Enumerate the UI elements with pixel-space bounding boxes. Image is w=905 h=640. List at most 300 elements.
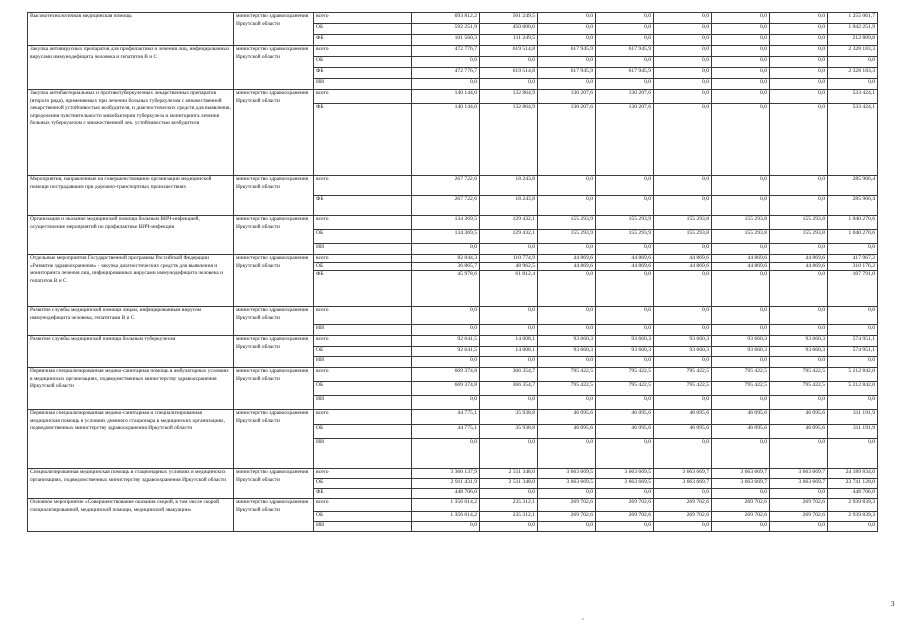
year-value-cell: 0,0 <box>538 307 596 325</box>
year-value-cell: 795 422,5 <box>538 368 596 382</box>
year-value-cell: 92 641,5 <box>412 347 480 357</box>
funding-source: ОБ <box>314 230 412 244</box>
total-cell: 0,0 <box>828 325 878 336</box>
year-value-cell: 0,0 <box>412 396 480 410</box>
year-value-cell: 795 422,5 <box>596 382 654 396</box>
year-value-cell: 44 869,6 <box>654 263 712 271</box>
year-value-cell: 46 095,6 <box>654 410 712 425</box>
program-name: Мероприятия, направленные на совершенствование организации медицинской помощи пострадавшим при дорожно-транспортных происшествиях <box>28 176 234 216</box>
year-value-cell: 0,0 <box>770 90 828 104</box>
year-value-cell: 0,0 <box>480 244 538 255</box>
funding-source: ОБ <box>314 347 412 357</box>
year-value-cell: 0,0 <box>712 176 770 196</box>
year-value-cell: 0,0 <box>654 244 712 255</box>
year-value-cell: 2 511 348,0 <box>480 479 538 489</box>
year-value-cell: 0,0 <box>538 439 596 469</box>
total-cell: 24 189 834,0 <box>828 469 878 479</box>
year-value-cell: 267 722,6 <box>412 196 480 216</box>
funding-source: ОБ <box>314 24 412 35</box>
total-cell: 533 424,1 <box>828 90 878 104</box>
year-value-cell: 155 293,9 <box>538 216 596 230</box>
year-value-cell: 592 251,9 <box>412 24 480 35</box>
table-body <box>28 13 878 532</box>
scan-speck <box>582 618 584 620</box>
year-value-cell: 3 663 669,7 <box>712 479 770 489</box>
year-value-cell: 0,0 <box>712 57 770 68</box>
year-value-cell: 0,0 <box>654 90 712 104</box>
year-value-cell: 269 702,6 <box>654 512 712 522</box>
year-value-cell: 450 000,0 <box>480 24 538 35</box>
program-name: Развитие службы медицинской помощи лицам, инфицированным вирусом иммунодефицита человека, гепатитами В и С <box>28 307 234 336</box>
table-row <box>28 336 878 347</box>
year-value-cell: 44 775,1 <box>412 425 480 439</box>
year-value-cell: 472 776,7 <box>412 46 480 57</box>
year-value-cell: 0,0 <box>654 24 712 35</box>
year-value-cell: 134 369,5 <box>412 216 480 230</box>
year-value-cell: 0,0 <box>770 522 828 532</box>
funding-source: ИИ <box>314 396 412 410</box>
program-executor: министерство здравоохранения Иркутской области <box>234 176 314 216</box>
year-value-cell: 795 422,5 <box>712 368 770 382</box>
year-value-cell: 0,0 <box>770 439 828 469</box>
year-value-cell: 0,0 <box>538 13 596 24</box>
year-value-cell: 795 422,5 <box>770 368 828 382</box>
year-value-cell: 0,0 <box>480 396 538 410</box>
year-value-cell: 1 356 014,2 <box>412 512 480 522</box>
year-value-cell: 0,0 <box>712 396 770 410</box>
total-cell: 533 424,1 <box>828 104 878 176</box>
year-value-cell: 0,0 <box>538 35 596 46</box>
year-value-cell: 269 702,6 <box>538 512 596 522</box>
year-value-cell: 0,0 <box>654 46 712 57</box>
year-value-cell: 0,0 <box>712 307 770 325</box>
year-value-cell: 0,0 <box>654 57 712 68</box>
year-value-cell: 0,0 <box>596 396 654 410</box>
total-cell: 0,0 <box>828 307 878 325</box>
year-value-cell: 93 660,3 <box>654 347 712 357</box>
year-value-cell: 0,0 <box>712 68 770 79</box>
year-value-cell: 0,0 <box>654 357 712 368</box>
year-value-cell: 44 869,6 <box>654 255 712 263</box>
year-value-cell: 366 354,7 <box>480 382 538 396</box>
year-value-cell: 129 432,1 <box>480 230 538 244</box>
program-executor: министерство здравоохранения Иркутской области <box>234 499 314 532</box>
year-value-cell: 0,0 <box>596 439 654 469</box>
funding-source: ОБ <box>314 263 412 271</box>
year-value-cell: 1 356 014,2 <box>412 499 480 512</box>
year-value-cell: 0,0 <box>654 307 712 325</box>
year-value-cell: 366 354,7 <box>480 368 538 382</box>
program-name: Специализированная медицинская помощь в стационарных условиях в медицинских организациях, подведомственных министерству здравоохранения Иркутской области <box>28 469 234 499</box>
year-value-cell: 0,0 <box>596 325 654 336</box>
year-value-cell: 0,0 <box>480 57 538 68</box>
year-value-cell: 693 812,2 <box>412 13 480 24</box>
year-value-cell: 0,0 <box>712 325 770 336</box>
year-value-cell: 0,0 <box>596 13 654 24</box>
year-value-cell: 0,0 <box>480 79 538 90</box>
year-value-cell: 0,0 <box>538 271 596 307</box>
table-row <box>28 13 878 24</box>
year-value-cell: 46 095,6 <box>712 425 770 439</box>
total-cell: 2 939 839,3 <box>828 499 878 512</box>
year-value-cell: 140 144,0 <box>412 104 480 176</box>
year-value-cell: 0,0 <box>712 104 770 176</box>
year-value-cell: 132 864,9 <box>480 90 538 104</box>
year-value-cell: 269 702,6 <box>712 499 770 512</box>
year-value-cell: 0,0 <box>412 244 480 255</box>
year-value-cell: 0,0 <box>770 489 828 499</box>
year-value-cell: 619 514,8 <box>480 46 538 57</box>
year-value-cell: 155 293,8 <box>712 216 770 230</box>
year-value-cell: 0,0 <box>412 522 480 532</box>
year-value-cell: 93 660,3 <box>712 336 770 347</box>
year-value-cell: 46 095,6 <box>538 425 596 439</box>
program-executor: министерство здравоохранения Иркутской области <box>234 90 314 176</box>
year-value-cell: 44 775,1 <box>412 410 480 425</box>
year-value-cell: 0,0 <box>654 68 712 79</box>
year-value-cell: 44 869,6 <box>712 263 770 271</box>
funding-source: ФБ <box>314 196 412 216</box>
year-value-cell: 0,0 <box>712 489 770 499</box>
year-value-cell: 46 095,6 <box>712 410 770 425</box>
total-cell: 285 966,4 <box>828 196 878 216</box>
year-value-cell: 0,0 <box>654 439 712 469</box>
year-value-cell: 93 660,3 <box>538 347 596 357</box>
funding-source: ОБ <box>314 382 412 396</box>
year-value-cell: 472 776,7 <box>412 68 480 79</box>
total-cell: 1 040 270,6 <box>828 216 878 230</box>
year-value-cell: 0,0 <box>538 24 596 35</box>
year-value-cell: 0,0 <box>712 439 770 469</box>
total-cell: 5 212 842,0 <box>828 382 878 396</box>
total-cell: 311 191,9 <box>828 425 878 439</box>
year-value-cell: 0,0 <box>712 357 770 368</box>
year-value-cell: 448 706,0 <box>412 489 480 499</box>
year-value-cell: 155 293,8 <box>712 230 770 244</box>
year-value-cell: 0,0 <box>712 522 770 532</box>
program-name: Первичная специализированная медико-санитарная и специализированная медицинская помощь в условиях дневного стационара в медицинских организациях, подведомственных министерству здравоохранения Иркутской области <box>28 410 234 469</box>
year-value-cell: 0,0 <box>538 244 596 255</box>
year-value-cell: 140 144,0 <box>412 90 480 104</box>
year-value-cell: 617 945,9 <box>538 46 596 57</box>
year-value-cell: 46 095,6 <box>770 410 828 425</box>
year-value-cell: 46 095,6 <box>654 425 712 439</box>
year-value-cell: 44 869,6 <box>770 255 828 263</box>
year-value-cell: 0,0 <box>712 196 770 216</box>
year-value-cell: 0,0 <box>712 79 770 90</box>
year-value-cell: 130 207,6 <box>596 104 654 176</box>
year-value-cell: 0,0 <box>538 396 596 410</box>
year-value-cell: 46 095,6 <box>770 425 828 439</box>
total-cell: 0,0 <box>828 57 878 68</box>
year-value-cell: 0,0 <box>480 357 538 368</box>
year-value-cell: 0,0 <box>596 57 654 68</box>
year-value-cell: 0,0 <box>654 489 712 499</box>
year-value-cell: 269 702,6 <box>654 499 712 512</box>
year-value-cell: 0,0 <box>596 244 654 255</box>
funding-source: ФБ <box>314 35 412 46</box>
year-value-cell: 14 008,1 <box>480 336 538 347</box>
program-name: Отдельные мероприятия Государственной программы Российской Федерации «Развитие здравоохранения» - закупка диагностических средств для выявления и мониторинга лечения лиц, инфицированных вирусами иммунодефицита человека и гепатитов В и С <box>28 255 234 307</box>
year-value-cell: 101 560,3 <box>412 35 480 46</box>
year-value-cell: 0,0 <box>596 176 654 196</box>
year-value-cell: 18 243,8 <box>480 176 538 196</box>
year-value-cell: 235 312,1 <box>480 512 538 522</box>
year-value-cell: 0,0 <box>480 489 538 499</box>
funding-source: ИИ <box>314 325 412 336</box>
funding-source: ОБ <box>314 479 412 489</box>
year-value-cell: 93 660,3 <box>770 336 828 347</box>
year-value-cell: 3 663 669,7 <box>712 469 770 479</box>
year-value-cell: 155 293,8 <box>770 230 828 244</box>
table-row <box>28 499 878 512</box>
year-value-cell: 0,0 <box>770 196 828 216</box>
total-cell: 310 176,2 <box>828 263 878 271</box>
year-value-cell: 0,0 <box>654 196 712 216</box>
program-name: Первичная специализированная медико-санитарная помощь в амбулаторных условиях в медицинских организациях, подведомственных министерству здравоохранения Иркутской области <box>28 368 234 410</box>
year-value-cell: 0,0 <box>770 176 828 196</box>
year-value-cell: 0,0 <box>538 57 596 68</box>
year-value-cell: 669 374,8 <box>412 382 480 396</box>
year-value-cell: 0,0 <box>596 489 654 499</box>
year-value-cell: 0,0 <box>712 35 770 46</box>
year-value-cell: 0,0 <box>712 90 770 104</box>
total-cell: 2 328 183,3 <box>828 68 878 79</box>
year-value-cell: 0,0 <box>770 57 828 68</box>
funding-source: всего <box>314 499 412 512</box>
year-value-cell: 61 812,4 <box>480 271 538 307</box>
year-value-cell: 35 938,8 <box>480 425 538 439</box>
funding-source: ИИ <box>314 522 412 532</box>
table-row <box>28 307 878 325</box>
year-value-cell: 3 663 669,5 <box>596 479 654 489</box>
year-value-cell: 0,0 <box>480 325 538 336</box>
funding-source: всего <box>314 46 412 57</box>
funding-source: ИИ <box>314 79 412 90</box>
year-value-cell: 44 869,6 <box>596 263 654 271</box>
program-name: Основное мероприятие «Совершенствование оказания скорой, в том числе скорой специализированной, медицинской помощи, медицинской эвакуации» <box>28 499 234 532</box>
year-value-cell: 0,0 <box>538 176 596 196</box>
year-value-cell: 0,0 <box>770 79 828 90</box>
total-cell: 107 791,0 <box>828 271 878 307</box>
total-cell: 311 191,9 <box>828 410 878 425</box>
year-value-cell: 0,0 <box>654 396 712 410</box>
year-value-cell: 795 422,5 <box>712 382 770 396</box>
year-value-cell: 44 869,6 <box>712 255 770 263</box>
year-value-cell: 0,0 <box>654 35 712 46</box>
year-value-cell: 795 422,5 <box>654 382 712 396</box>
year-value-cell: 0,0 <box>412 307 480 325</box>
program-name: Закупка антибактериальных и противотуберкулезных лекарственных препаратов (второго ряда), применяемых при лечении больных туберкулезом с множественной лекарственной устойчивостью возбудителя, и диагностических средств для выявления, определения чувствительности микобактерии туберкулеза и мониторинга лечения больных туберкулезом с множественной лек. устойчивостью возбудителя <box>28 90 234 176</box>
year-value-cell: 0,0 <box>412 57 480 68</box>
year-value-cell: 267 722,6 <box>412 176 480 196</box>
total-cell: 0,0 <box>828 244 878 255</box>
page-number: 3 <box>891 600 895 608</box>
year-value-cell: 132 864,9 <box>480 104 538 176</box>
year-value-cell: 0,0 <box>770 357 828 368</box>
year-value-cell: 3 360 137,9 <box>412 469 480 479</box>
table-row <box>28 255 878 263</box>
program-name: Закупка антивирусных препаратов для профилактики и лечения лиц, инфицированных вирусами иммунодефицита человека и гепатитов В и С <box>28 46 234 90</box>
total-cell: 417 967,2 <box>828 255 878 263</box>
total-cell: 212 809,8 <box>828 35 878 46</box>
year-value-cell: 269 702,6 <box>596 512 654 522</box>
year-value-cell: 3 663 669,7 <box>654 479 712 489</box>
year-value-cell: 2 911 431,9 <box>412 479 480 489</box>
year-value-cell: 0,0 <box>412 325 480 336</box>
funding-source: ОБ <box>314 512 412 522</box>
program-name: Развитие службы медицинской помощи больным туберкулезом <box>28 336 234 368</box>
year-value-cell: 3 663 669,7 <box>770 479 828 489</box>
funding-source: всего <box>314 368 412 382</box>
year-value-cell: 269 702,6 <box>596 499 654 512</box>
year-value-cell: 111 249,5 <box>480 35 538 46</box>
table-row <box>28 216 878 230</box>
total-cell: 2 939 839,3 <box>828 512 878 522</box>
year-value-cell: 0,0 <box>480 522 538 532</box>
funding-source: ИИ <box>314 439 412 469</box>
year-value-cell: 795 422,5 <box>770 382 828 396</box>
table-row <box>28 90 878 104</box>
program-name: Организация и оказание медицинской помощи больным ВИЧ-инфекцией, осуществление мероприятий по профилактике ВИЧ-инфекции <box>28 216 234 255</box>
year-value-cell: 0,0 <box>770 244 828 255</box>
year-value-cell: 795 422,5 <box>596 368 654 382</box>
year-value-cell: 44 869,6 <box>538 263 596 271</box>
year-value-cell: 130 207,6 <box>538 104 596 176</box>
year-value-cell: 0,0 <box>480 439 538 469</box>
year-value-cell: 155 293,9 <box>596 216 654 230</box>
table-row <box>28 176 878 196</box>
total-cell: 0,0 <box>828 357 878 368</box>
funding-source: ФБ <box>314 489 412 499</box>
year-value-cell: 14 008,1 <box>480 347 538 357</box>
year-value-cell: 18 243,8 <box>480 196 538 216</box>
year-value-cell: 0,0 <box>770 307 828 325</box>
total-cell: 0,0 <box>828 79 878 90</box>
year-value-cell: 93 660,3 <box>712 347 770 357</box>
funding-source: всего <box>314 13 412 24</box>
year-value-cell: 155 293,8 <box>654 230 712 244</box>
funding-source: ОБ <box>314 425 412 439</box>
total-cell: 448 706,0 <box>828 489 878 499</box>
year-value-cell: 45 978,6 <box>412 271 480 307</box>
program-executor: министерство здравоохранения Иркутской области <box>234 368 314 410</box>
year-value-cell: 0,0 <box>596 271 654 307</box>
year-value-cell: 269 702,6 <box>770 512 828 522</box>
funding-source: ФБ <box>314 271 412 307</box>
year-value-cell: 93 660,3 <box>770 347 828 357</box>
program-name: Высокотехнологичная медицинская помощь <box>28 13 234 46</box>
year-value-cell: 0,0 <box>770 46 828 57</box>
year-value-cell: 0,0 <box>654 176 712 196</box>
total-cell: 23 741 128,0 <box>828 479 878 489</box>
year-value-cell: 46 095,6 <box>596 410 654 425</box>
table-row <box>28 410 878 425</box>
funding-source: ФБ <box>314 104 412 176</box>
year-value-cell: 82 844,3 <box>412 255 480 263</box>
year-value-cell: 155 293,8 <box>654 216 712 230</box>
year-value-cell: 0,0 <box>770 325 828 336</box>
year-value-cell: 0,0 <box>596 79 654 90</box>
year-value-cell: 0,0 <box>770 35 828 46</box>
year-value-cell: 35 938,8 <box>480 410 538 425</box>
year-value-cell: 3 663 669,5 <box>596 469 654 479</box>
year-value-cell: 0,0 <box>712 24 770 35</box>
table-row <box>28 368 878 382</box>
year-value-cell: 0,0 <box>538 196 596 216</box>
year-value-cell: 0,0 <box>538 489 596 499</box>
year-value-cell: 0,0 <box>412 357 480 368</box>
year-value-cell: 46 095,6 <box>596 425 654 439</box>
budget-table-sheet <box>27 12 877 532</box>
year-value-cell: 155 293,9 <box>538 230 596 244</box>
year-value-cell: 0,0 <box>596 24 654 35</box>
funding-source: ИИ <box>314 244 412 255</box>
year-value-cell: 617 945,9 <box>596 68 654 79</box>
year-value-cell: 269 702,6 <box>770 499 828 512</box>
year-value-cell: 36 865,7 <box>412 263 480 271</box>
year-value-cell: 3 663 669,5 <box>538 469 596 479</box>
year-value-cell: 235 312,1 <box>480 499 538 512</box>
year-value-cell: 795 422,5 <box>538 382 596 396</box>
table-row <box>28 469 878 479</box>
funding-source: всего <box>314 216 412 230</box>
year-value-cell: 617 945,9 <box>596 46 654 57</box>
total-cell: 0,0 <box>828 396 878 410</box>
year-value-cell: 3 663 669,7 <box>654 469 712 479</box>
year-value-cell: 0,0 <box>654 522 712 532</box>
year-value-cell: 0,0 <box>712 271 770 307</box>
year-value-cell: 0,0 <box>770 396 828 410</box>
year-value-cell: 0,0 <box>538 325 596 336</box>
year-value-cell: 155 293,9 <box>596 230 654 244</box>
year-value-cell: 3 663 669,7 <box>770 469 828 479</box>
total-cell: 5 212 842,0 <box>828 368 878 382</box>
program-executor: министерство здравоохранения Иркутской области <box>234 46 314 90</box>
total-cell: 1 042 251,9 <box>828 24 878 35</box>
year-value-cell: 130 207,6 <box>538 90 596 104</box>
funding-source: всего <box>314 469 412 479</box>
year-value-cell: 0,0 <box>654 325 712 336</box>
year-value-cell: 44 869,6 <box>770 263 828 271</box>
year-value-cell: 134 369,5 <box>412 230 480 244</box>
year-value-cell: 0,0 <box>538 522 596 532</box>
total-cell: 0,0 <box>828 522 878 532</box>
year-value-cell: 0,0 <box>654 13 712 24</box>
year-value-cell: 0,0 <box>770 271 828 307</box>
year-value-cell: 0,0 <box>412 439 480 469</box>
year-value-cell: 2 511 348,0 <box>480 469 538 479</box>
program-executor: министерство здравоохранения Иркутской области <box>234 410 314 469</box>
year-value-cell: 3 663 669,5 <box>538 479 596 489</box>
year-value-cell: 0,0 <box>596 196 654 216</box>
total-cell: 285 966,4 <box>828 176 878 196</box>
funding-source: всего <box>314 255 412 263</box>
year-value-cell: 0,0 <box>654 79 712 90</box>
total-cell: 574 951,1 <box>828 336 878 347</box>
year-value-cell: 619 514,8 <box>480 68 538 79</box>
year-value-cell: 93 660,3 <box>596 347 654 357</box>
year-value-cell: 0,0 <box>712 46 770 57</box>
year-value-cell: 0,0 <box>596 307 654 325</box>
year-value-cell: 46 095,6 <box>538 410 596 425</box>
year-value-cell: 93 660,3 <box>654 336 712 347</box>
total-cell: 1 255 061,7 <box>828 13 878 24</box>
year-value-cell: 0,0 <box>712 13 770 24</box>
year-value-cell: 0,0 <box>596 522 654 532</box>
year-value-cell: 0,0 <box>538 357 596 368</box>
year-value-cell: 561 249,5 <box>480 13 538 24</box>
